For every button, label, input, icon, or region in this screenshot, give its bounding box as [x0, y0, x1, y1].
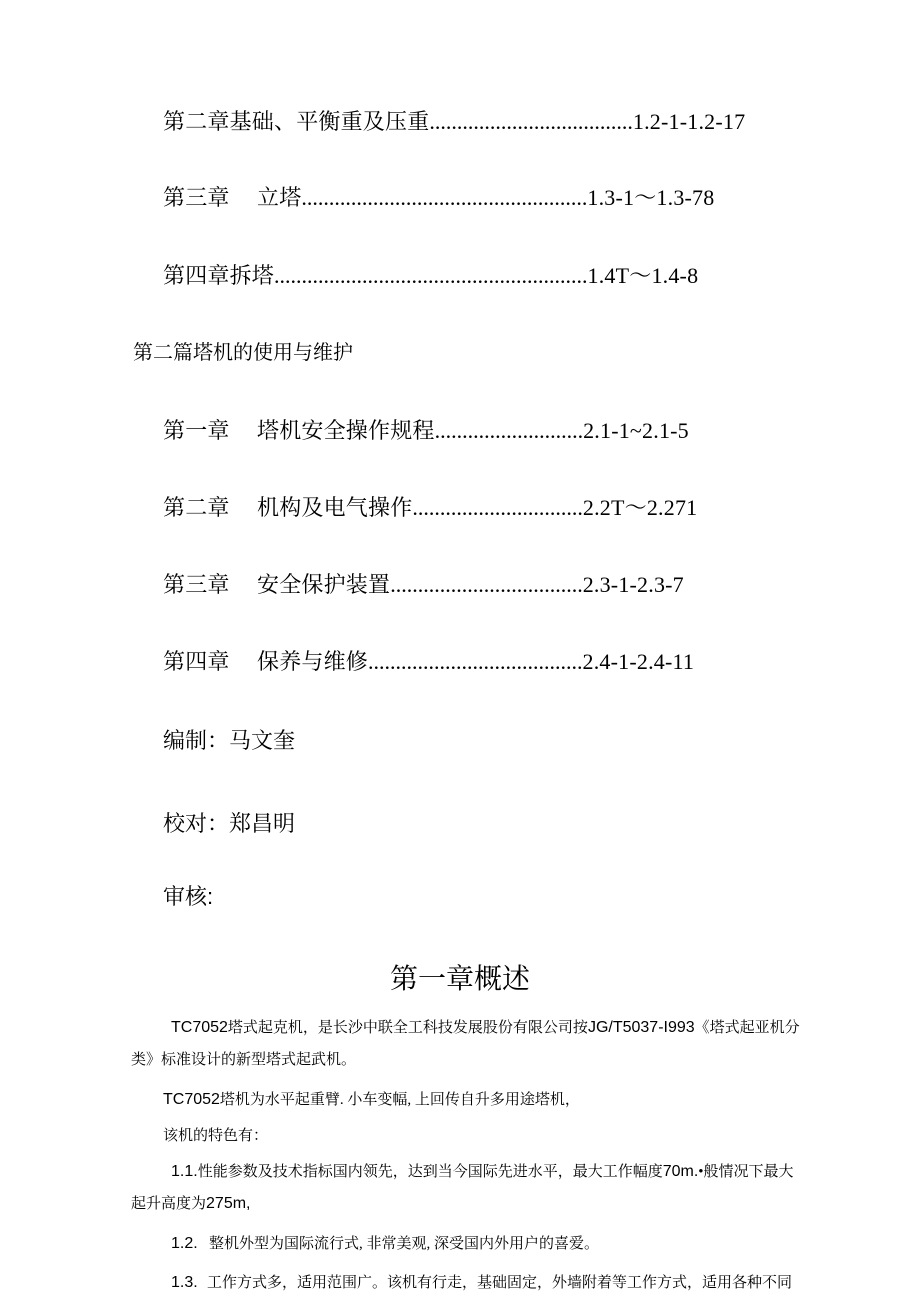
paragraph-type [163, 1089, 580, 1111]
part2-heading: 第二篇塔机的使用与维护 [133, 342, 353, 364]
toc-leader-dots: ....................................... [368, 649, 583, 674]
proofreader-credit: 校对：郑昌明 [163, 811, 296, 836]
text-run: 塔机为水平起重臂. 小车变幅, 上回传自升多用途塔机， [219, 1092, 580, 1108]
toc-leader-dots: ............................... [412, 495, 583, 520]
toc-leader-dots: ..................................... [429, 109, 633, 134]
text-run: 工作方式多，适用范围广。该机有行走，基础固定，外墙附着等工作方式，适用各种不同 [207, 1275, 793, 1291]
toc-chapter-title: 安全保护装置 [257, 572, 391, 597]
feature-item-1-line2 [131, 1193, 250, 1215]
toc-chapter-title: 保养与维修 [257, 649, 369, 674]
text-run: 塔式起克机，是长沙中联全工科技发展股份有限公司按 [227, 1020, 588, 1036]
feature-item-3 [171, 1272, 792, 1294]
toc-leader-dots: ......................................................... [274, 263, 588, 288]
toc-chapter-label: 第四章拆塔 [163, 263, 275, 288]
text-run: 性能参数及技术指标国内领先，达到当今国际先进水平，最大工作幅度 [197, 1164, 663, 1180]
toc-page-range: 2.3-1-2.3-7 [582, 572, 684, 597]
toc-entry-2-1 [163, 418, 689, 444]
toc-entry-1-3 [163, 185, 714, 211]
value-run: 70m. [662, 1163, 699, 1180]
toc-chapter-label: 第二章 [163, 495, 230, 520]
standard-code: JG/T5037-I993 [587, 1019, 695, 1036]
paragraph-features-intro: 该机的特色有： [163, 1128, 269, 1144]
toc-chapter-label: 第二章基础、平衡重及压重 [163, 109, 430, 134]
model-code: TC7052 [163, 1091, 220, 1108]
editor-credit: 编制：马文奎 [163, 728, 296, 753]
item-number: 1.1. [171, 1163, 198, 1180]
toc-chapter-title: 机构及电气操作 [257, 495, 413, 520]
toc-chapter-label: 第三章 [163, 185, 230, 210]
toc-page-range: 2.2T～2.271 [582, 495, 698, 520]
toc-entry-2-4 [163, 649, 694, 675]
paragraph-intro-line2: 类》标准设计的新型塔式起武机。 [131, 1052, 357, 1068]
toc-entry-2-2 [163, 495, 697, 521]
toc-chapter-label: 第三章 [163, 572, 230, 597]
feature-item-1-line1 [171, 1161, 794, 1183]
text-run: 起升高度为 [131, 1196, 207, 1212]
toc-entry-2-3 [163, 572, 684, 598]
text-run: •般情况下最大 [698, 1164, 794, 1180]
toc-page-range: 1.4T～1.4-8 [587, 263, 699, 288]
toc-page-range: 2.1-1~2.1-5 [583, 418, 689, 443]
feature-item-2 [171, 1233, 599, 1255]
text-run: 《塔式起亚机分 [694, 1020, 800, 1036]
toc-leader-dots: .................................................... [301, 185, 588, 210]
toc-chapter-label: 第四章 [163, 649, 230, 674]
item-number: 1.2. [171, 1235, 198, 1252]
toc-leader-dots: ........................... [434, 418, 584, 443]
reviewer-credit: 审核: [163, 884, 214, 909]
value-run: 275m, [206, 1195, 251, 1212]
toc-entry-1-4 [163, 263, 698, 289]
toc-page-range: 1.2-1-1.2-17 [632, 109, 746, 134]
item-number: 1.3. [171, 1274, 198, 1291]
paragraph-intro-line1 [171, 1017, 800, 1039]
toc-chapter-title: 塔机安全操作规程 [257, 418, 435, 443]
model-code: TC7052 [171, 1019, 228, 1036]
toc-page-range: 1.3-1～1.3-78 [587, 185, 715, 210]
chapter-title: 第一章概述 [389, 963, 530, 994]
toc-entry-1-2 [163, 109, 745, 135]
toc-leader-dots: ................................... [390, 572, 583, 597]
toc-page-range: 2.4-1-2.4-11 [582, 649, 695, 674]
text-run: 整机外型为国际流行式, 非常美观, 深受国内外用户的喜爱。 [209, 1236, 600, 1252]
toc-chapter-title: 立塔 [257, 185, 302, 210]
toc-chapter-label: 第一章 [163, 418, 230, 443]
